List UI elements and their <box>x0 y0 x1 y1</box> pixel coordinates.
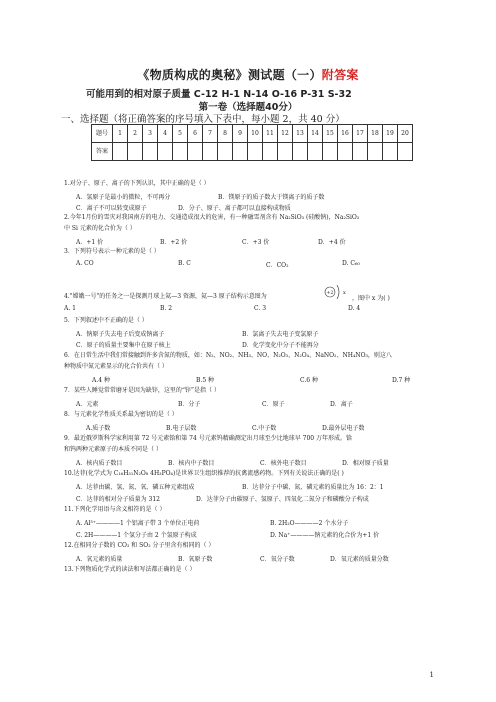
answer-cell[interactable] <box>233 143 248 161</box>
answer-table <box>91 124 413 161</box>
q11-option-b: B. 2H₂O————2 个水分子 <box>270 520 349 527</box>
section-title: 一、选择题（将正确答案的序号填入下表中，每小题 2，共 40 分） <box>61 114 345 125</box>
q10-option-d: D．达菲分子由碳原子、氢原子、四氧化二氮分子和磷酸分子构成 <box>196 496 369 503</box>
question-6: 6．在日常生活中我们常接触到许多含氮的物质，如：N₂、NO₂、NH₃、NO、N₂O₃、N₂O₄、NaNO₂、NH₄NO₃，则这八 <box>64 352 392 359</box>
q1-option-c: C．离子不可以转变成原子 <box>76 205 147 212</box>
q12-option-a: A．氧元素的质量 <box>76 556 123 563</box>
answer-table-number: 2 <box>128 125 143 143</box>
question-4-tail: ，图中 x 为( ) <box>352 295 390 302</box>
q8-option-b: B.电子层数 <box>166 425 197 432</box>
answer-cell[interactable] <box>188 143 203 161</box>
answer-cell[interactable] <box>203 143 218 161</box>
q4-option-a: A. 1 <box>64 305 76 312</box>
answer-cell[interactable] <box>218 143 233 161</box>
q3-option-b: B. C <box>178 260 191 267</box>
answer-cell[interactable] <box>263 143 278 161</box>
answer-table-number-header: 题号 <box>92 125 113 143</box>
q8-option-d: D.最外层电子数 <box>322 425 365 432</box>
answer-cell[interactable] <box>293 143 308 161</box>
question-12: 12.在相同分子数的 CO₂ 和 SO₂ 分子里含有相同的（ ） <box>64 542 215 549</box>
answer-cell[interactable] <box>128 143 143 161</box>
q2-option-d: D．+4 价 <box>318 239 346 246</box>
page-title <box>0 66 496 83</box>
answer-table-number: 13 <box>293 125 308 143</box>
electron-count-x: x <box>343 290 346 296</box>
q2-option-c: C．+3 价 <box>242 239 270 246</box>
q6-option-b: B.5 种 <box>196 377 215 384</box>
q4-option-b: B. 2 <box>160 305 173 312</box>
answer-table-number: 7 <box>203 125 218 143</box>
q9-option-a: A．核内质子数目 <box>76 460 123 467</box>
question-9-cont: 和钨两种元素原子的本质不同是（ ） <box>64 446 162 453</box>
answer-table-number: 14 <box>308 125 323 143</box>
q11-option-c: C. 2H————1 个氢分子由 2 个氢原子构成 <box>76 532 197 539</box>
q5-option-a: A．钠原子失去电子后变成钠离子 <box>76 331 165 338</box>
answer-cell[interactable] <box>398 143 413 161</box>
atomic-masses: 可能用到的相对原子质量 C-12 H-1 N-14 O-16 P-31 S-32 <box>86 89 352 100</box>
q5-option-d: D．化学变化中分子不能再分 <box>242 342 319 349</box>
q3-option-c: C．CO₂ <box>266 262 289 269</box>
q8-option-c: C.中子数 <box>252 425 277 432</box>
answer-cell[interactable] <box>143 143 158 161</box>
answer-table-number: 17 <box>353 125 368 143</box>
part-title: 第一卷（选择题40分） <box>198 102 298 113</box>
question-7: 7．某些人睡觉常常磨牙是因为缺锌，这里的“锌”是指（ ） <box>64 387 220 394</box>
answer-table-answer-header: 答案 <box>92 143 113 161</box>
answer-table-number: 19 <box>383 125 398 143</box>
title-accent: 附答案 <box>321 68 359 82</box>
q11-option-d: D. Na⁺————钠元素的化合价为+1 价 <box>270 532 380 539</box>
question-9: 9．最近俄罗斯科学家利用第 72 号元素铪和第 74 号元素钨精确测定出月球至少比地球早 700 万年形成。铪 <box>64 435 352 442</box>
answer-table-number-row <box>92 125 413 143</box>
answer-cell[interactable] <box>158 143 173 161</box>
answer-cell[interactable] <box>338 143 353 161</box>
answer-cell[interactable] <box>323 143 338 161</box>
answer-table-number: 11 <box>263 125 278 143</box>
answer-table-number: 5 <box>173 125 188 143</box>
q11-option-a: A. Al³⁺————1 个铝离子带 3 个单位正电荷 <box>76 520 200 527</box>
q10-option-b: B．达菲分子中碳、氮、磷元素的质量比为 16：2：1 <box>242 484 384 491</box>
q12-option-d: D．氧元素的质量分数 <box>330 556 389 563</box>
q9-option-b: B．核内中子数目 <box>168 460 215 467</box>
answer-cell[interactable] <box>248 143 263 161</box>
q5-option-b: B．氯离子失去电子变氯原子 <box>242 331 319 338</box>
answer-table-number: 20 <box>398 125 413 143</box>
answer-table-number: 12 <box>278 125 293 143</box>
q4-option-d: D. 4 <box>348 305 361 312</box>
answer-table-answer-row <box>92 143 413 161</box>
answer-cell[interactable] <box>368 143 383 161</box>
nucleus-charge: +2 <box>326 291 334 296</box>
q4-option-c: C. 3 <box>254 305 267 312</box>
question-5: 5．下列叙述中不正确的是（ ） <box>64 317 148 324</box>
question-6-cont: 种物质中氮元素显示的化合价共有（ ） <box>64 363 168 370</box>
q2-option-b: B．+2 价 <box>160 239 188 246</box>
question-8: 8．与元素化学性质关系最为密切的是（ ） <box>64 411 178 418</box>
q9-option-c: C．核外电子数目 <box>260 460 307 467</box>
q8-option-a: A.质子数 <box>86 425 111 432</box>
answer-cell[interactable] <box>113 143 128 161</box>
question-2: 2.今年1月份的雪灾对我国南方的电力、交通造成很大的危害，有一种融雪剂含有 Na₂SiO₃ (硅酸钠)，Na₂SiO₃ <box>64 214 360 221</box>
q10-option-a: A．达菲由碳、氢、氮、氧、磷五种元素组成 <box>76 484 195 491</box>
q7-option-d: D．离子 <box>330 401 353 408</box>
answer-table-number: 9 <box>233 125 248 143</box>
q7-option-b: B．分子 <box>178 401 201 408</box>
q12-option-c: C．氧分子数 <box>260 556 295 563</box>
answer-table-number: 1 <box>113 125 128 143</box>
q3-option-d: D. C₆₀ <box>342 260 360 267</box>
question-3: 3．下列符号表示一种元素的是（ ） <box>64 248 160 255</box>
answer-table-number: 4 <box>158 125 173 143</box>
question-2-cont: 中 Si 元素的化合价为（ ） <box>64 225 136 232</box>
answer-cell[interactable] <box>308 143 323 161</box>
q6-option-d: D.7 种 <box>392 377 411 384</box>
q12-option-b: B．氧原子数 <box>178 556 213 563</box>
answer-table-number: 16 <box>338 125 353 143</box>
answer-cell[interactable] <box>383 143 398 161</box>
q7-option-a: A．元素 <box>76 401 99 408</box>
answer-table-number: 3 <box>143 125 158 143</box>
answer-table-number: 10 <box>248 125 263 143</box>
q7-option-c: C．原子 <box>262 401 285 408</box>
answer-cell[interactable] <box>353 143 368 161</box>
q2-option-a: A．+1 价 <box>76 239 104 246</box>
answer-table-number: 15 <box>323 125 338 143</box>
page-number: 1 <box>429 671 434 679</box>
q10-option-c: C．达菲的相对分子质量为 312 <box>76 496 160 503</box>
q3-option-a: A. CO <box>76 260 94 267</box>
question-11: 11.下列化学用语与含义相符的是（ ） <box>64 506 166 513</box>
question-4: 4."嫦娥一号"的任务之一是探测月球上氦—3 资源，氦—3 原子结构示意图为 <box>64 293 267 300</box>
answer-table-number: 8 <box>218 125 233 143</box>
answer-table-number: 18 <box>368 125 383 143</box>
q1-option-b: B．镁原子的质子数大于镁离子的质子数 <box>218 194 325 201</box>
q5-option-c: C．原子的质量主要集中在原子核上 <box>76 342 171 349</box>
q6-option-c: C.6 种 <box>300 377 319 384</box>
answer-table-number: 6 <box>188 125 203 143</box>
question-13: 13.下列物质化学式的读法和写法都正确的是（ ） <box>64 566 196 573</box>
q1-option-a: A．氢原子是最小的微粒，不可再分 <box>76 194 171 201</box>
answer-cell[interactable] <box>173 143 188 161</box>
q1-option-d: D．分子、原子、离子都可以直接构成物质 <box>178 205 291 212</box>
answer-cell[interactable] <box>278 143 293 161</box>
question-1: 1.对分子、原子、离子的下列认识，其中正确的是（ ） <box>64 180 210 187</box>
question-10: 10.达菲(化学式为 C₁₆H₃₁N₂O₈ 4H₃PO₄)是世界卫生组织推荐的抗禽流感药物。下列有关说法正确的是( ) <box>64 470 344 477</box>
q6-option-a: A.4 种 <box>92 377 110 384</box>
title-main: 《物质构成的奥秘》测试题（一） <box>137 68 322 82</box>
q9-option-d: D．相对原子质量 <box>342 460 389 467</box>
